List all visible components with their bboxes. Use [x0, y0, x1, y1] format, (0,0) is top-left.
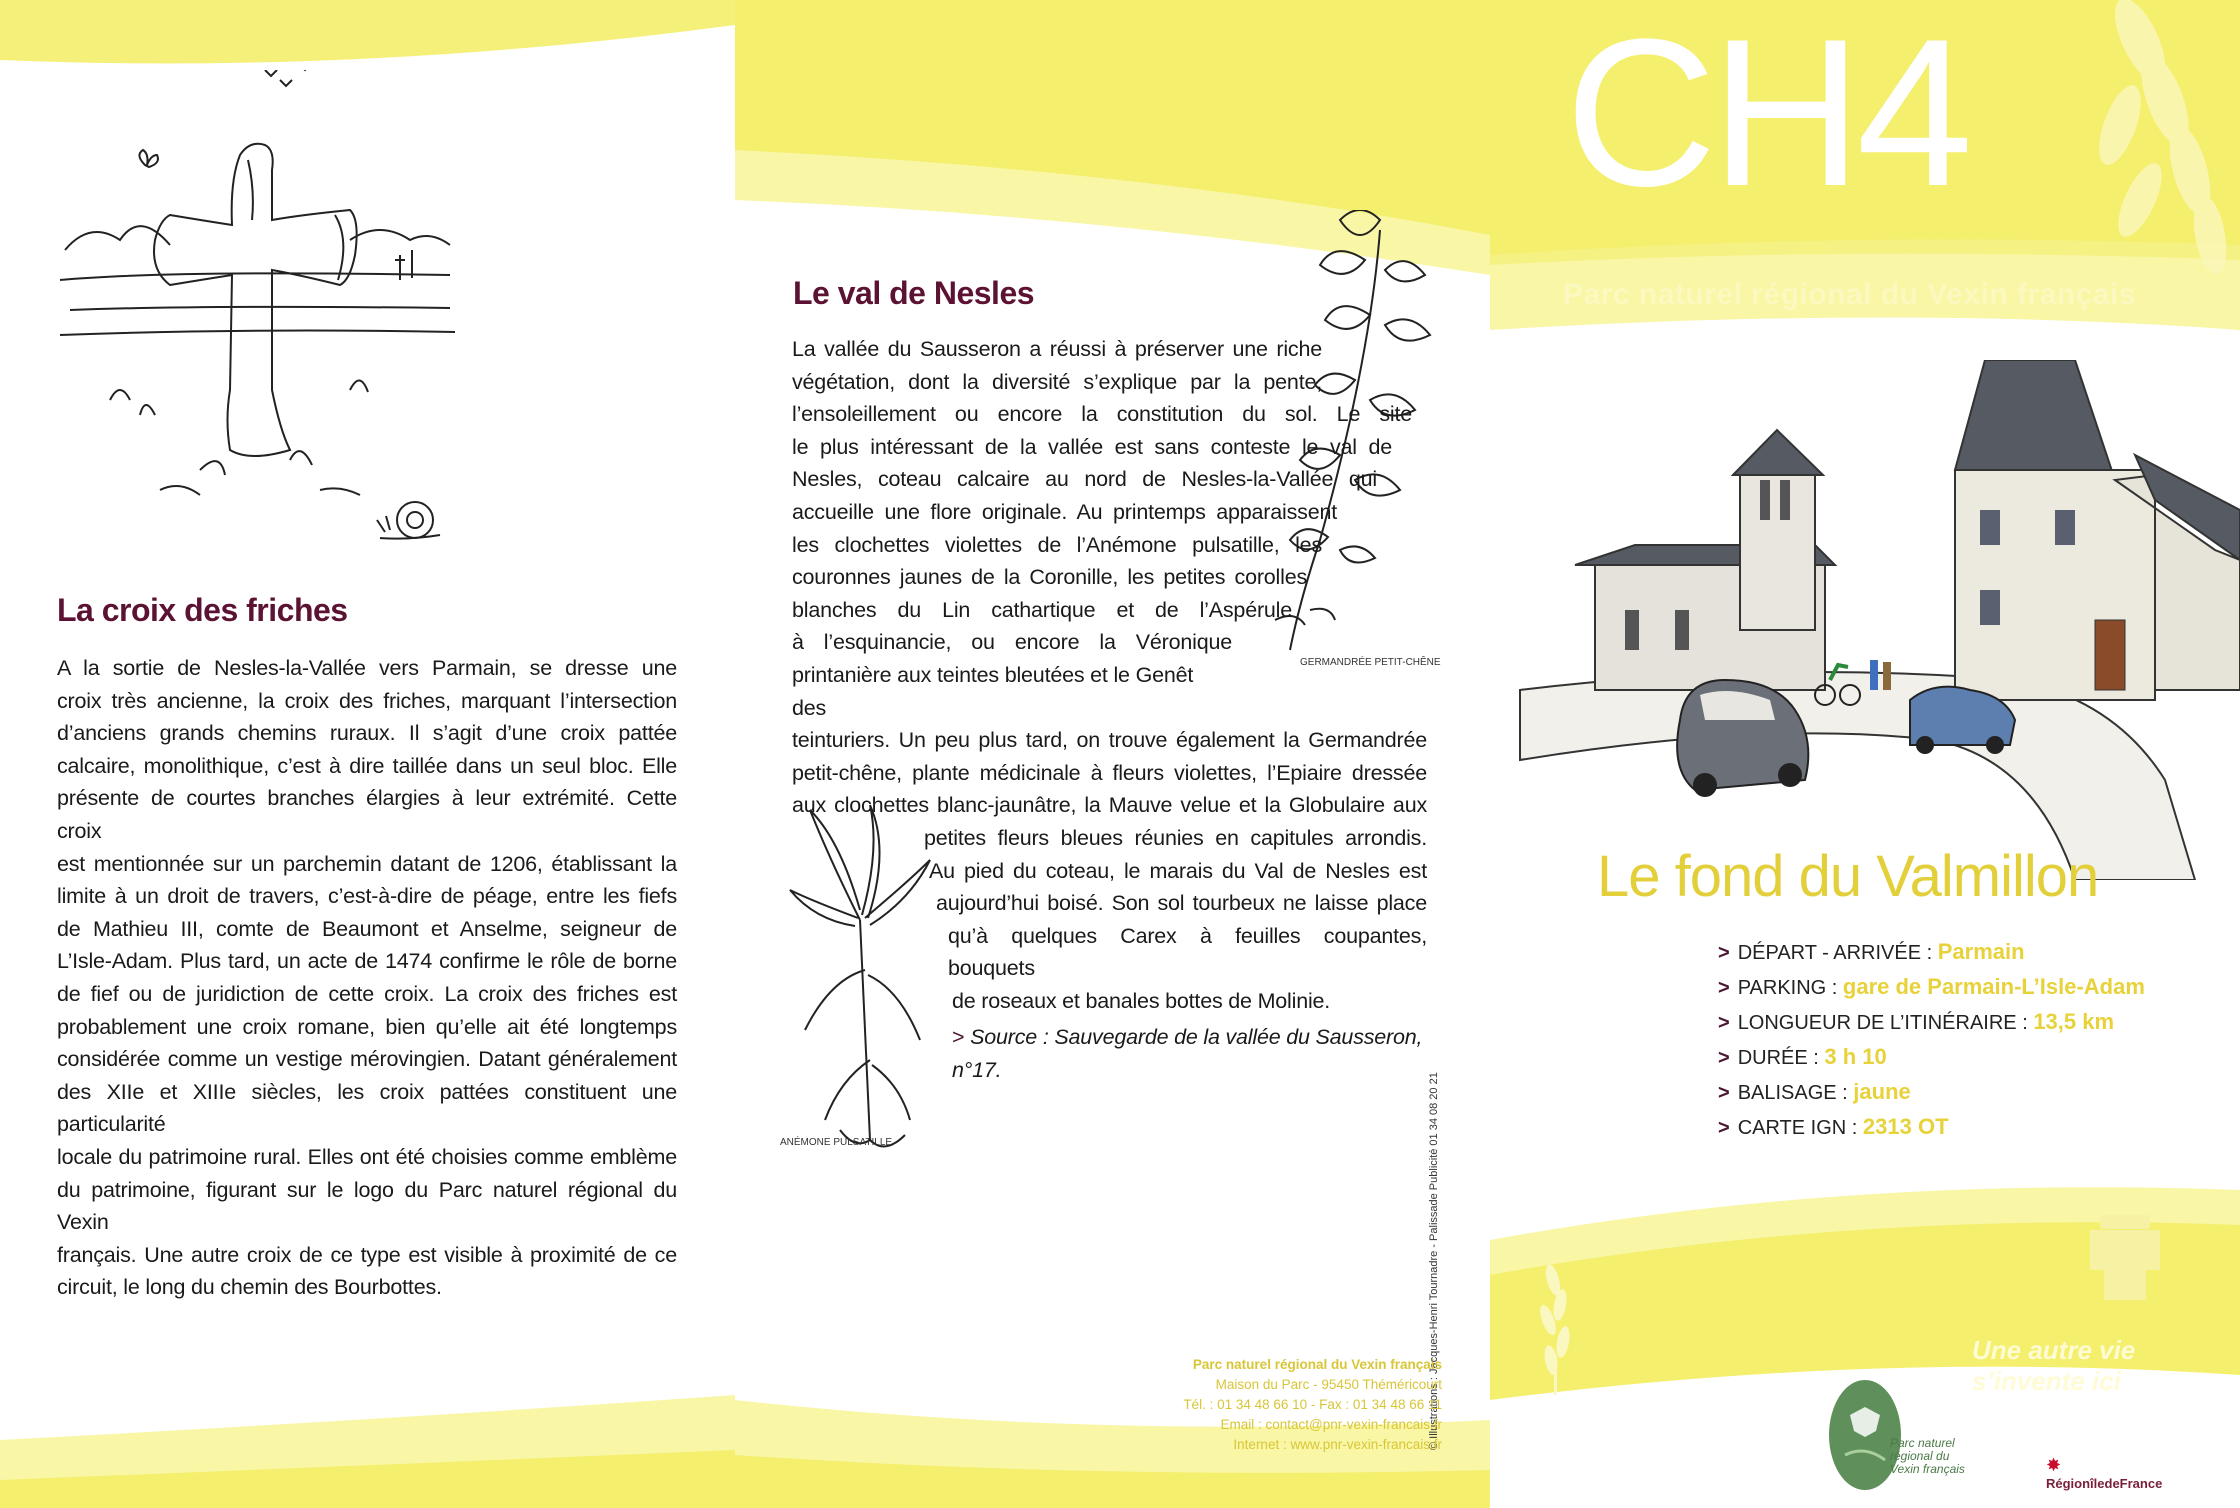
- body-line: locale du patrimoine rural. Elles ont été choisies comme emblème: [57, 1144, 677, 1169]
- body-line: petit-chêne, plante médicinale à fleurs violettes, l’Epiaire dressée: [792, 760, 1427, 785]
- info-value: Parmain: [1937, 939, 2025, 964]
- info-carte: [1718, 1110, 2145, 1145]
- arrow-icon: >: [1718, 1047, 1730, 1069]
- body-line: calcaire, monolithique, c’est à dire taillée dans un seul bloc. Elle: [57, 753, 677, 778]
- info-label: DURÉE :: [1737, 1047, 1825, 1069]
- region-logo-text: RégionîledeFrance: [2046, 1476, 2163, 1491]
- info-value: 3 h 10: [1824, 1044, 1887, 1069]
- body-line: du patrimoine, figurant sur le logo du Parc naturel régional du Vexin: [57, 1177, 677, 1235]
- body-line: teinturiers. Un peu plus tard, on trouve également la Germandrée: [792, 728, 1427, 753]
- body-line: couronnes jaunes de la Coronille, les petites corolles: [792, 565, 1307, 590]
- sketch-label-anemone: ANÉMONE PULSATILLE: [780, 1137, 893, 1148]
- info-depart: [1718, 935, 2145, 970]
- body-line: l’ensoleillement ou encore la constitution du sol. Le site: [792, 402, 1412, 427]
- route-code: CH4: [1565, 0, 1968, 230]
- body-line: des XIIe et XIIIe siècles, les croix pattées constituent une particularité: [57, 1079, 677, 1137]
- croix-sketch-illustration: [50, 70, 470, 570]
- star-icon: ✸: [2046, 1455, 2062, 1475]
- body-line: le plus intéressant de la vallée est sans conteste le val de: [792, 434, 1392, 459]
- nesles-heading: Le val de Nesles: [793, 275, 1035, 311]
- source-arrow: >: [952, 1025, 965, 1050]
- info-label: DÉPART - ARRIVÉE :: [1737, 942, 1938, 964]
- route-title: Le fond du Valmillon: [1597, 844, 2099, 909]
- info-duree: [1718, 1040, 2145, 1075]
- arrow-icon: >: [1718, 1012, 1730, 1034]
- info-value: gare de Parmain-L’Isle-Adam: [1842, 974, 2145, 999]
- body-line: accueille une flore originale. Au printemps apparaissent: [792, 499, 1337, 524]
- body-line: est mentionnée sur un parchemin datant de 1206, établissant la: [57, 851, 677, 876]
- body-line: probablement une croix romane, bien qu’elle ait été longtemps: [57, 1014, 677, 1039]
- body-line: circuit, le long du chemin des Bourbottes.: [57, 1275, 442, 1300]
- parc-logo-text: Parc naturel régional du Vexin français: [1890, 1436, 1965, 1476]
- credit-line: Maison du Parc - 95450 Théméricourt: [1215, 1377, 1442, 1392]
- body-line: aux clochettes blanc-jaunâtre, la Mauve velue et la Globulaire aux: [792, 793, 1427, 818]
- info-label: BALISAGE :: [1737, 1082, 1854, 1104]
- body-line: Nesles, coteau calcaire au nord de Nesles-la-Vallée qui: [792, 467, 1377, 492]
- body-line: limite à un droit de travers, c’est-à-dire de péage, entre les fiefs: [57, 884, 677, 909]
- credit-line: Parc naturel régional du Vexin français: [1192, 1357, 1442, 1372]
- info-label: LONGUEUR DE L’ITINÉRAIRE :: [1737, 1012, 2034, 1034]
- body-line: aujourd’hui boisé. Son sol tourbeux ne laisse place: [936, 891, 1427, 916]
- info-value: jaune: [1853, 1079, 1911, 1104]
- body-line: végétation, dont la diversité s’explique par la pente,: [792, 369, 1322, 394]
- credit-line: Internet : www.pnr-vexin-francais.fr: [1233, 1437, 1442, 1452]
- region-logo: [2046, 1455, 2176, 1491]
- body-line: qu’à quelques Carex à feuilles coupantes, bouquets: [948, 923, 1427, 981]
- body-line: d’anciens grands chemins ruraux. Il s’agit d’une croix pattée: [57, 721, 677, 746]
- info-value: 13,5 km: [2033, 1009, 2115, 1034]
- body-line: blanches du Lin cathartique et de l’Aspérule: [792, 597, 1292, 622]
- croix-heading: La croix des friches: [57, 592, 348, 628]
- route-info-list: [1718, 935, 2145, 1145]
- body-line: les clochettes violettes de l’Anémone pulsatille, les: [792, 532, 1322, 557]
- arrow-icon: >: [1718, 1117, 1730, 1139]
- source-line: [952, 1021, 1432, 1054]
- source-line-2: n°17.: [952, 1058, 1002, 1083]
- body-line: La vallée du Sausseron a réussi à préserver une riche: [792, 337, 1322, 361]
- arrow-icon: >: [1718, 977, 1730, 999]
- credit-line: Tél. : 01 34 48 66 10 - Fax : 01 34 48 66 11: [1183, 1397, 1442, 1412]
- vertical-credit: © Illustrations : Jacques-Henri Tournadre - Palissade Publicité 01 34 08 20 21: [1428, 1072, 1440, 1450]
- village-illustration: [1515, 360, 2240, 880]
- credit-line: Email : contact@pnr-vexin-francais.fr: [1220, 1417, 1442, 1432]
- body-line: printanière aux teintes bleutées et le Genêt des: [792, 662, 1194, 720]
- info-label: PARKING :: [1737, 977, 1843, 999]
- croix-body: [57, 652, 677, 1304]
- body-line: L’Isle-Adam. Plus tard, un acte de 1474 confirme le rôle de borne: [57, 949, 677, 974]
- park-name: Parc naturel régional du Vexin français: [1563, 278, 2137, 311]
- body-line: Au pied du coteau, le marais du Val de Nesles est: [929, 858, 1427, 883]
- info-parking: [1718, 970, 2145, 1005]
- body-line: à l’esquinancie, ou encore la Véronique: [792, 630, 1232, 655]
- body-line: A la sortie de Nesles-la-Vallée vers Parmain, se dresse une: [57, 656, 677, 680]
- arrow-icon: >: [1718, 942, 1730, 964]
- body-line: de roseaux et banales bottes de Molinie.: [952, 988, 1331, 1013]
- body-line: français. Une autre croix de ce type est visible à proximité de ce: [57, 1242, 677, 1267]
- slogan: Une autre vie s’invente ici: [1972, 1335, 2136, 1396]
- park-contact-block: [1080, 1355, 1442, 1455]
- body-line: croix très ancienne, la croix des friches, marquant l’intersection: [57, 688, 677, 713]
- arrow-icon: >: [1718, 1082, 1730, 1104]
- sketch-label-germandree: GERMANDRÉE PETIT-CHÊNE: [1300, 657, 1441, 668]
- body-line: considérée comme un vestige mérovingien. Datant généralement: [57, 1047, 677, 1072]
- body-line: de Mathieu III, comte de Beaumont et Anselme, seigneur de: [57, 916, 677, 941]
- source-text: Source : Sauvegarde de la vallée du Sausseron,: [970, 1025, 1423, 1050]
- body-line: de fief ou de juridiction de cette croix. La croix des friches est: [57, 981, 677, 1006]
- body-line: petites fleurs bleues réunies en capitules arrondis.: [924, 825, 1427, 850]
- info-label: CARTE IGN :: [1737, 1117, 1863, 1139]
- info-balisage: [1718, 1075, 2145, 1110]
- body-line: présente de courtes branches élargies à leur extrémité. Cette croix: [57, 786, 677, 843]
- info-longueur: [1718, 1005, 2145, 1040]
- anemone-sketch-illustration: [770, 800, 950, 1170]
- info-value: 2313 OT: [1862, 1114, 1949, 1139]
